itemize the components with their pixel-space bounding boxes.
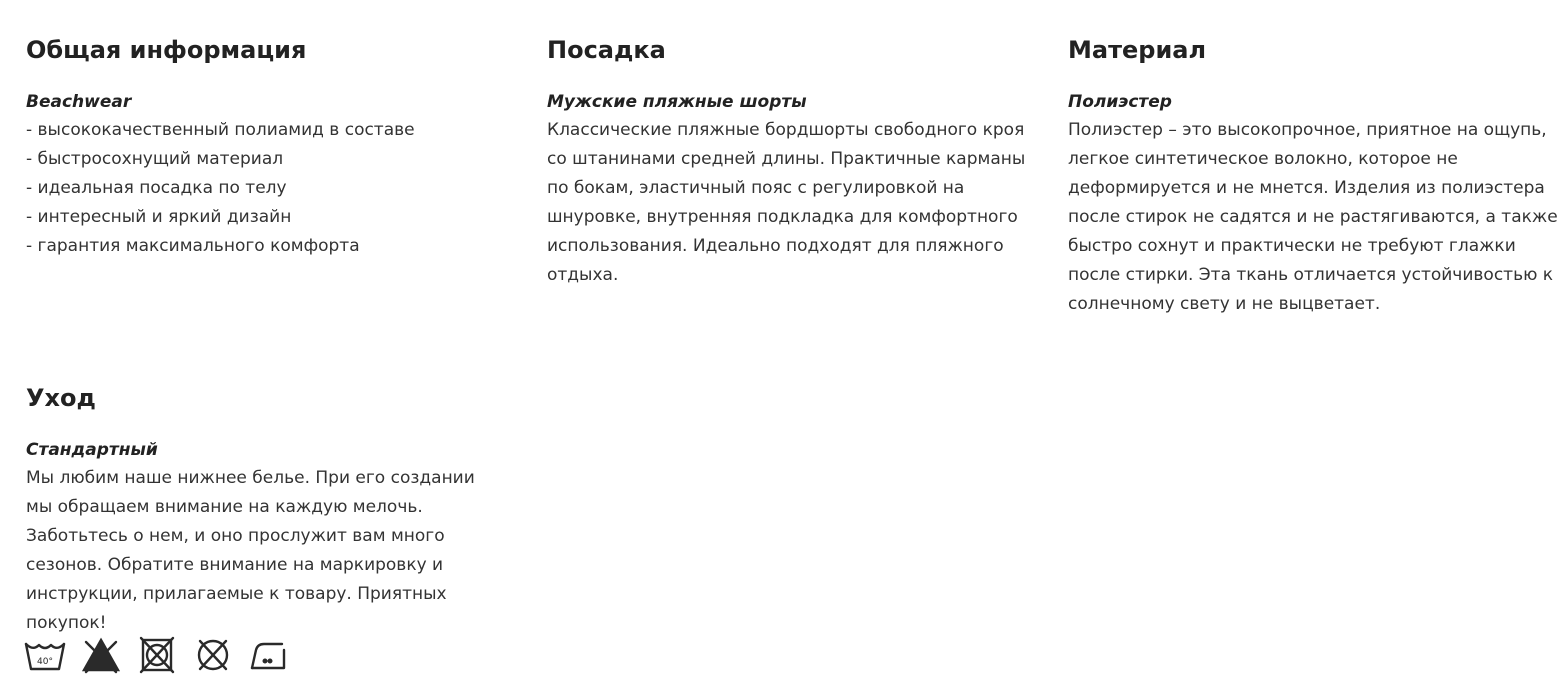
care-title: Уход — [26, 384, 96, 412]
general-info-subtitle: Beachwear — [26, 92, 132, 112]
wash-40-icon — [24, 636, 66, 674]
general-info-item: - высококачественный полиамид в составе — [26, 120, 415, 140]
material-description: Полиэстер – это высокопрочное, приятное на ощупь, легкое синтетическое волокно, которое не деформируется и не мнется. Изделия из полиэстера после стирок не садятся и не растягиваются, а также быстро сохнут и практически не требуют глажки после стирки. Эта ткань отличается устойчивостью к солнечному свету и не выцветает. — [1068, 120, 1558, 314]
no-tumble-dry-icon — [136, 636, 178, 674]
general-info-item: - интересный и яркий дизайн — [26, 207, 292, 227]
care-subtitle: Стандартный — [26, 440, 158, 460]
material-subtitle: Полиэстер — [1068, 92, 1172, 112]
material-title: Материал — [1068, 36, 1207, 64]
care-icons-row — [24, 636, 290, 674]
fit-section — [547, 34, 1047, 290]
iron-low-icon — [248, 636, 290, 674]
general-info-item: - быстросохнущий материал — [26, 149, 284, 169]
general-info-list — [26, 116, 496, 261]
material-section — [1068, 34, 1558, 319]
fit-subtitle: Мужские пляжные шорты — [547, 92, 807, 112]
wash-temp-label: 40° — [37, 657, 53, 667]
general-info-item: - идеальная посадка по телу — [26, 178, 287, 198]
no-bleach-icon — [80, 636, 122, 674]
no-dry-clean-icon — [192, 636, 234, 674]
fit-description: Классические пляжные бордшорты свободного кроя со штанинами средней длины. Практичные карманы по бокам, эластичный пояс с регулировкой на шнуровке, внутренняя подкладка для комфортного использования. Идеально подходят для пляжного отдыха. — [547, 120, 1026, 285]
general-info-title: Общая информация — [26, 36, 307, 64]
care-description: Мы любим наше нижнее белье. При его создании мы обращаем внимание на каждую мелочь. Заботьтесь о нем, и оно прослужит вам много сезонов. Обратите внимание на маркировку и инструкции, прилагаемые к товару. Приятных покупок! — [26, 468, 475, 633]
care-section — [26, 382, 496, 638]
general-info-section — [26, 34, 496, 261]
fit-title: Посадка — [547, 36, 666, 64]
general-info-item: - гарантия максимального комфорта — [26, 236, 360, 256]
